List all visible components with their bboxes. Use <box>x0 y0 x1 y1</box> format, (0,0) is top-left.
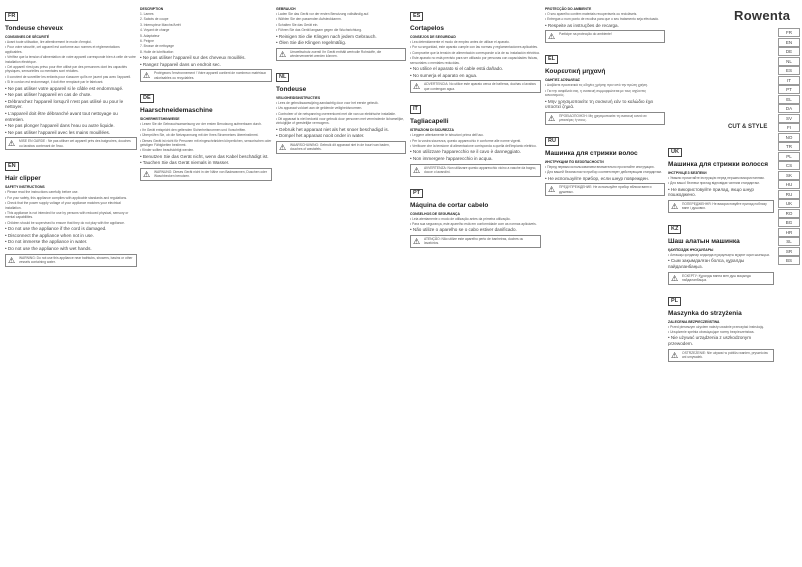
language-tab: CS <box>778 161 800 170</box>
body-text <box>545 165 665 175</box>
text-line: • Reinigen Sie die Klingen nach jedem Gebrauch. <box>276 33 377 39</box>
section-title: Maszynka do strzyżenia <box>668 309 742 317</box>
section-title: Hair clipper <box>5 175 41 183</box>
text-line: • This appliance is not intended for use by persons with reduced physical, sensory or mental capabilities. <box>5 211 129 220</box>
warning-text: WARNUNG: Dieses Gerät nicht in der Nähe von Badewannen, Duschen oder Waschbecken benutzen. <box>154 170 267 179</box>
language-tab: BG <box>778 218 800 227</box>
text-line: • Алғашқы қолданар алдында нұсқаулықты мұқият оқып шығыңыз. <box>668 253 770 257</box>
language-tab: HR <box>778 228 800 237</box>
text-line: • Уважно прочитайте інструкцію перед першим використанням. <box>668 176 765 180</box>
section-title: Haarschneidemaschine <box>140 107 213 115</box>
warning-text: ATENÇÃO: Não utilize este aparelho perto de banheiras, duches ou lavatórios. <box>424 237 524 246</box>
text-line: • Не используйте прибор, если шнур поврежден. <box>545 175 649 181</box>
text-line: • Ne pas plonger l'appareil dans l'eau ou autre liquide. <box>5 123 115 129</box>
warning-icon: ⚠ <box>548 185 556 195</box>
language-code: NL <box>276 73 289 82</box>
language-code: EL <box>545 55 558 64</box>
text-line: • Dompel het apparaat nooit onder in water. <box>276 133 365 139</box>
body-text <box>410 40 541 65</box>
text-line: 7. Brosse de nettoyage <box>140 44 174 49</box>
text-line: • Ne pas utiliser votre appareil si le câble est endommagé. <box>5 85 124 91</box>
text-line: • Lea detenidamente el modo de empleo antes de utilizar el aparato. <box>410 40 510 44</box>
language-code: ES <box>410 12 423 21</box>
section-heading: ИНСТРУКЦИИ ПО БЕЗОПАСНОСТИ <box>545 159 604 164</box>
text-line: • Przed pierwszym użyciem należy uważnie przeczytać instrukcję. <box>668 324 765 329</box>
section <box>410 4 541 93</box>
warning-box <box>668 200 774 213</box>
body-text <box>140 122 272 152</box>
text-line: • Urządzenie spełnia obowiązujące normy bezpieczeństwa. <box>668 330 755 334</box>
language-code: RU <box>545 137 559 146</box>
text-line: • Avant toute utilisation, lire attentivement le mode d'emploi. <box>5 40 92 44</box>
language-tab: SL <box>778 237 800 246</box>
warning-text: Umweltschutz zuerst! Ihr Gerät enthält wertvolle Rohstoffe, die wiederverwertet werden können. <box>290 49 382 59</box>
language-tab: SK <box>778 171 800 180</box>
text-line: 1. Lames <box>140 12 154 16</box>
warning-icon: ⚠ <box>8 255 16 265</box>
text-line: • Para sua segurança, este aparelho está em conformidade com as normas aplicáveis. <box>410 222 537 227</box>
section-heading: VEILIGHEIDSINSTRUCTIES <box>276 95 321 100</box>
warning-icon: ⚠ <box>671 350 679 360</box>
section-heading: ІНСТРУКЦІЇ З БЕЗПЕКИ <box>668 171 707 175</box>
text-line: • Non immergere l'apparecchio in acqua. <box>410 156 493 162</box>
section-title: Машинка для стрижки волос <box>545 149 638 157</box>
language-tab: UK <box>778 199 800 208</box>
warning-text: ADVERTENCIA: No utilice este aparato cerca de bañeras, duchas o lavabos que contengan agua. <box>424 82 536 91</box>
text-line: • No sumerja el aparato en agua. <box>410 72 478 78</box>
text-line: • Si le cordon est endommagé, il doit être remplacé par le fabricant. <box>5 80 104 85</box>
section <box>668 140 774 213</box>
large-text <box>410 149 541 161</box>
warning-box <box>5 254 137 267</box>
text-line: • Überprüfen Sie, ob die Netzspannung mit der Ihres Stromnetzes übereinstimmt. <box>140 133 259 138</box>
text-line: • Controleer of de netspanning overeenkomt met die van uw elektrische installatie. <box>276 111 396 116</box>
product-tag: CUT & STYLE <box>728 124 768 130</box>
language-code: UK <box>668 148 682 157</box>
text-line: • Gebruik het apparaat niet als het snoer beschadigd is. <box>276 126 389 132</box>
body-text <box>545 12 665 22</box>
section-heading: SICHERHEITSHINWEISE <box>140 117 180 122</box>
text-line: • Compruebe que la tensión de alimentación corresponde a la de su instalación eléctrica. <box>410 50 540 55</box>
warning-box <box>668 272 774 285</box>
column-4 <box>410 4 541 564</box>
section <box>5 154 137 266</box>
text-line: • For your safety, this appliance complies with applicable standards and regulations. <box>5 195 128 200</box>
warning-box <box>276 141 406 154</box>
body-text <box>668 176 774 186</box>
text-line: • Führen Sie das Gerät langsam gegen die Wuchsrichtung. <box>276 28 362 33</box>
language-code: EN <box>5 162 19 171</box>
text-line: 2. Sabots de coupe <box>140 17 169 22</box>
text-line: • Lees de gebruiksaanwijzing aandachtig door voor het eerste gebruik. <box>276 100 379 105</box>
text-line: • Por su seguridad, este aparato cumple con las normas y reglamentaciones aplicables. <box>410 45 538 50</box>
warning-text: MISE EN GARDE : Ne pas utiliser cet appareil près des baignoires, douches ou lavabos contenant de l'eau. <box>19 139 131 148</box>
section-title: Κουρευτική μηχανή <box>545 68 606 76</box>
large-text <box>5 226 137 251</box>
section <box>276 7 406 61</box>
text-line: • Rangez l'appareil dans un endroit sec. <box>140 61 221 67</box>
section-title: Машинка для стрижки волосся <box>668 161 769 168</box>
text-line: • Для вашої безпеки прилад відповідає чинним стандартам. <box>668 181 760 186</box>
section-title: Máquina de cortar cabelo <box>410 201 489 209</box>
section <box>545 7 665 43</box>
section <box>410 181 541 248</box>
text-line: • Cet appareil n'est pas prévu pour être utilisé par des personnes dont les capacités physiques, sensorielles ou mentales sont réduites. <box>5 65 128 74</box>
section-heading: CONSELHOS DE SEGURANÇA <box>410 211 460 216</box>
section-heading: SAFETY INSTRUCTIONS <box>5 185 45 190</box>
text-line: • Kinder sollten beaufsichtigt werden. <box>140 148 195 153</box>
large-text <box>668 335 774 346</box>
large-text <box>668 187 774 198</box>
warning-icon: ⚠ <box>671 202 679 211</box>
language-tab: ES <box>778 66 800 75</box>
text-line: • Μην χρησιμοποιείτε τη συσκευή εάν το καλώδιο έχει υποστεί ζημιά. <box>545 98 654 110</box>
body-text <box>668 325 774 335</box>
text-line: • Pour votre sécurité, cet appareil est conforme aux normes et réglementations applicables. <box>5 45 120 54</box>
language-tab: SV <box>778 114 800 123</box>
body-text <box>276 101 406 126</box>
language-code: PT <box>410 189 423 198</box>
large-text <box>140 55 272 67</box>
warning-icon: ⚠ <box>548 32 556 42</box>
warning-icon: ⚠ <box>143 71 151 81</box>
warning-icon: ⚠ <box>413 82 421 92</box>
text-line: • Ne pas utiliser l'appareil avec les mains mouillées. <box>5 129 111 135</box>
section-heading: ZALECENIA BEZPIECZEŃSTWA <box>668 319 720 324</box>
large-text <box>140 154 272 166</box>
warning-box <box>545 183 665 196</box>
text-line: • Για την ασφάλειά σας, η συσκευή συμμορφώνεται με τους ισχύοντες κανονισμούς. <box>545 88 647 98</box>
section <box>276 65 406 154</box>
warning-icon: ⚠ <box>413 165 421 175</box>
language-tab: IT <box>778 76 800 85</box>
text-line: • O seu aparelho contém materiais recuperáveis ou recicláveis. <box>545 12 638 16</box>
large-text <box>276 34 406 46</box>
section-heading: PROTECÇÃO DO AMBIENTE <box>545 7 592 11</box>
text-line: 6. Peigne <box>140 39 154 44</box>
section <box>5 4 137 150</box>
language-tab: HU <box>778 180 800 189</box>
warning-text: ЕСКЕРТУ: Құралды ванна мен душ маңында пайдаланбаңыз. <box>682 273 751 282</box>
section <box>668 217 774 285</box>
text-line: • Ölen Sie die Klingen regelmäßig. <box>276 40 347 46</box>
section-title: Tagliacapelli <box>410 118 449 126</box>
text-line: • Do not use the appliance with wet hands. <box>5 246 92 252</box>
section <box>140 7 272 82</box>
text-line: • Ihr Gerät entspricht den geltenden Sicherheitsnormen und Vorschriften. <box>140 127 247 132</box>
warning-box <box>140 168 272 181</box>
text-line: • Dieses Gerät ist nicht für Personen mit eingeschränkten körperlichen, sensorischen oder geistigen Fähigkeiten bestimmt. <box>140 138 272 148</box>
warning-icon: ⚠ <box>413 237 421 247</box>
column-5 <box>545 4 665 564</box>
text-line: • Respeite as instruções de recarga. <box>545 22 619 28</box>
text-line: • Ne pas utiliser l'appareil sur des cheveux mouillés. <box>140 55 246 61</box>
body-text <box>410 217 541 227</box>
text-line: • Benutzen Sie das Gerät nicht, wenn das Kabel beschädigt ist. <box>140 153 269 159</box>
warning-text: WARNING: Do not use this appliance near bathtubs, showers, basins or other vessels containing water. <box>19 255 133 265</box>
text-line: • Do not use the appliance if the cord is damaged. <box>5 226 107 232</box>
language-code: KZ <box>668 225 681 234</box>
text-line: • Leggere attentamente le istruzioni prima dell'uso. <box>410 133 484 138</box>
warning-icon: ⚠ <box>143 170 151 180</box>
text-line: • Wählen Sie den passenden Aufsteckkamm. <box>276 17 342 22</box>
warning-box <box>140 69 272 82</box>
body-text <box>668 253 774 257</box>
column-2 <box>140 4 272 564</box>
language-tab: SR <box>778 247 800 256</box>
large-text <box>545 23 665 29</box>
warning-icon: ⚠ <box>279 49 287 59</box>
text-line: • Non utilizzare l'apparecchio se il cavo è danneggiato. <box>410 149 522 155</box>
warning-text: ПРЕДУПРЕЖДЕНИЕ: Не используйте прибор вблизи ванн и душевых. <box>559 185 652 194</box>
body-text <box>410 133 541 148</box>
language-code: DE <box>140 94 154 103</box>
text-line: • Verificare che la tensione di alimentazione corrisponda a quella dell'impianto elettrico. <box>410 144 537 149</box>
warning-icon: ⚠ <box>671 273 679 283</box>
warning-box <box>668 349 774 362</box>
language-tab: PT <box>778 85 800 94</box>
text-line: • Dit apparaat is niet bedoeld voor gebruik door personen met verminderde lichamelijke, zintuiglijke of geestelijke vermogens. <box>276 117 404 126</box>
section-title: Шаш алатын машинка <box>668 238 740 245</box>
warning-icon: ⚠ <box>279 143 287 153</box>
large-text <box>276 127 406 139</box>
warning-box <box>545 112 665 125</box>
column-1 <box>5 4 137 564</box>
warning-box <box>410 80 541 93</box>
text-line: • Перед первым использованием внимательно прочитайте инструкцию. <box>545 164 655 169</box>
language-tab: DE <box>778 47 800 56</box>
text-line: • Schalten Sie das Gerät ein. <box>276 22 319 27</box>
section <box>140 86 272 181</box>
text-line: • Διαβάστε προσεκτικά τις οδηγίες χρήσης πριν από την πρώτη χρήση. <box>545 83 649 88</box>
text-line: • No utilice el aparato si el cable está dañado. <box>410 66 504 72</box>
warning-box <box>5 137 137 150</box>
text-line: • Per la vostra sicurezza, questo apparecchio è conforme alle norme vigenti. <box>410 138 522 143</box>
text-line: • Children should be supervised to ensure that they do not play with the appliance. <box>5 220 125 225</box>
language-tab: BS <box>778 256 800 265</box>
warning-text: WAARSCHUWING: Gebruik dit apparaat niet in de buurt van baden, douches of wastafels. <box>290 143 390 152</box>
language-tab: FI <box>778 123 800 132</box>
warning-icon: ⚠ <box>548 113 556 123</box>
language-tab: RU <box>778 190 800 199</box>
section-heading: ҚАУІПСІЗДІК НҰСҚАУЛАРЫ <box>668 248 714 252</box>
text-line: • Il convient de surveiller les enfants pour s'assurer qu'ils ne jouent pas avec l'appareil. <box>5 74 132 79</box>
warning-box <box>276 48 406 61</box>
body-text <box>5 40 137 85</box>
large-text <box>545 176 665 182</box>
warning-text: Participe na protecção do ambiente! <box>559 32 612 37</box>
language-tab: NO <box>778 133 800 142</box>
text-line: • Entregue-o num ponto de recolha para que o seu tratamento seja efectuado. <box>545 17 660 22</box>
text-line: • Не використовуйте прилад, якщо шнур пошкоджено. <box>668 186 754 198</box>
section-heading: CONSIGNES DE SÉCURITÉ <box>5 35 50 39</box>
text-line: • Uw apparaat voldoet aan de geldende veiligheidsnormen. <box>276 106 363 111</box>
language-tab: NL <box>778 57 800 66</box>
warning-text: AVVERTENZA: Non utilizzare questo apparecchio vicino a vasche da bagno, docce o lavandini. <box>424 165 537 175</box>
warning-text: Protégeons l'environnement ! Votre appareil contient de nombreux matériaux valorisables ou recyclables. <box>154 71 267 80</box>
language-tabs <box>778 28 800 266</box>
warning-text: ПОПЕРЕДЖЕННЯ: Не використовуйте прилад поблизу ванн і душових. <box>682 202 767 211</box>
body-text <box>5 190 137 225</box>
section <box>545 129 665 196</box>
text-line: • Tauchen Sie das Gerät niemals in Wasser. <box>140 160 230 166</box>
language-tab: TR <box>778 142 800 151</box>
language-tab: FR <box>778 28 800 37</box>
language-tab: RO <box>778 209 800 218</box>
section <box>545 47 665 124</box>
column-3 <box>276 4 406 564</box>
text-line: • Nie używać urządzenia z uszkodzonym przewodem. <box>668 335 752 346</box>
section-heading: ISTRUZIONI DI SICUREZZA <box>410 128 454 133</box>
text-line: 3. Interrupteur Marche/Arrêt <box>140 22 181 27</box>
section-title: Cortapelos <box>410 25 444 32</box>
text-line: • Laden Sie das Gerät vor der ersten Benutzung vollständig auf. <box>276 12 370 16</box>
language-code: IT <box>410 105 421 114</box>
warning-box <box>410 164 541 177</box>
text-line: • L'appareil doit être débranché avant tout nettoyage ou entretien. <box>5 111 118 122</box>
language-tab: EL <box>778 95 800 104</box>
text-line: • Vérifiez que la tension d'alimentation de votre appareil corresponde bien à celle de votre installation électrique. <box>5 55 136 64</box>
text-line: 5. Adaptateur <box>140 33 160 38</box>
brand-logo: Rowenta <box>734 8 791 23</box>
warning-text: OSTRZEŻENIE: Nie używać w pobliżu wanien, pryszniców ani umywalek. <box>682 350 768 359</box>
text-line: • Este aparato no está previsto para ser utilizado por personas con capacidades físicas, sensoriales o mentales reducidas. <box>410 56 538 65</box>
body-text <box>545 83 665 97</box>
text-line: • Leia atentamente o modo de utilização antes da primeira utilização. <box>410 216 511 221</box>
section-heading: CONSEJOS DE SEGURIDAD <box>410 35 456 39</box>
text-line: • Do not immerse the appliance in water. <box>5 239 88 245</box>
text-line: • Please read the instructions carefully before use. <box>5 190 79 195</box>
text-line: • Check that the power supply voltage of your appliance matches your electrical installation. <box>5 201 121 210</box>
text-line: • Disconnect the appliance when not in use. <box>5 232 94 238</box>
text-line: • Não utilize o aparelho se o cabo estiver danificado. <box>410 227 517 233</box>
text-line: • Для вашей безопасности прибор соответствует действующим стандартам. <box>545 170 662 175</box>
language-code: FR <box>5 12 18 21</box>
text-line: • Débranchez l'appareil lorsqu'il n'est pas utilisé ou pour le nettoyer. <box>5 98 124 110</box>
section <box>668 289 774 362</box>
body-text <box>140 12 272 54</box>
section-title: Tondeuse <box>276 85 307 93</box>
language-tab: DA <box>778 104 800 113</box>
text-line: • Сым зақымдалған болса, құралды пайдаланбаңыз. <box>668 258 745 269</box>
section-heading: ΟΔΗΓΙΕΣ ΑΣΦΑΛΕΙΑΣ <box>545 78 581 83</box>
large-text <box>410 66 541 78</box>
column-6 <box>668 140 774 564</box>
warning-text: ΠΡΟΕΙΔΟΠΟΙΗΣΗ: Μη χρησιμοποιείτε τη συσκευή κοντά σε μπανιέρες ή ντους. <box>559 113 647 123</box>
text-line: 8. Huile de lubrification <box>140 49 174 54</box>
section-title: Tondeuse cheveux <box>5 25 64 32</box>
warning-icon: ⚠ <box>8 139 16 149</box>
large-text <box>5 86 137 136</box>
section-heading: GEBRAUCH <box>276 7 296 11</box>
text-line: • Ne pas utiliser l'appareil en cas de chute. <box>5 92 92 98</box>
warning-box <box>410 235 541 248</box>
language-code: PL <box>668 297 681 306</box>
section-heading: DESCRIPTION <box>140 7 164 11</box>
large-text <box>668 258 774 269</box>
body-text <box>276 12 406 33</box>
language-tab: EN <box>778 38 800 47</box>
text-line: • Lesen Sie die Gebrauchsanweisung vor der ersten Benutzung aufmerksam durch. <box>140 122 262 127</box>
warning-box <box>545 30 665 43</box>
large-text <box>410 227 541 233</box>
text-line: 4. Voyant de charge <box>140 28 170 33</box>
section <box>410 97 541 176</box>
large-text <box>545 99 665 110</box>
language-tab: PL <box>778 152 800 161</box>
